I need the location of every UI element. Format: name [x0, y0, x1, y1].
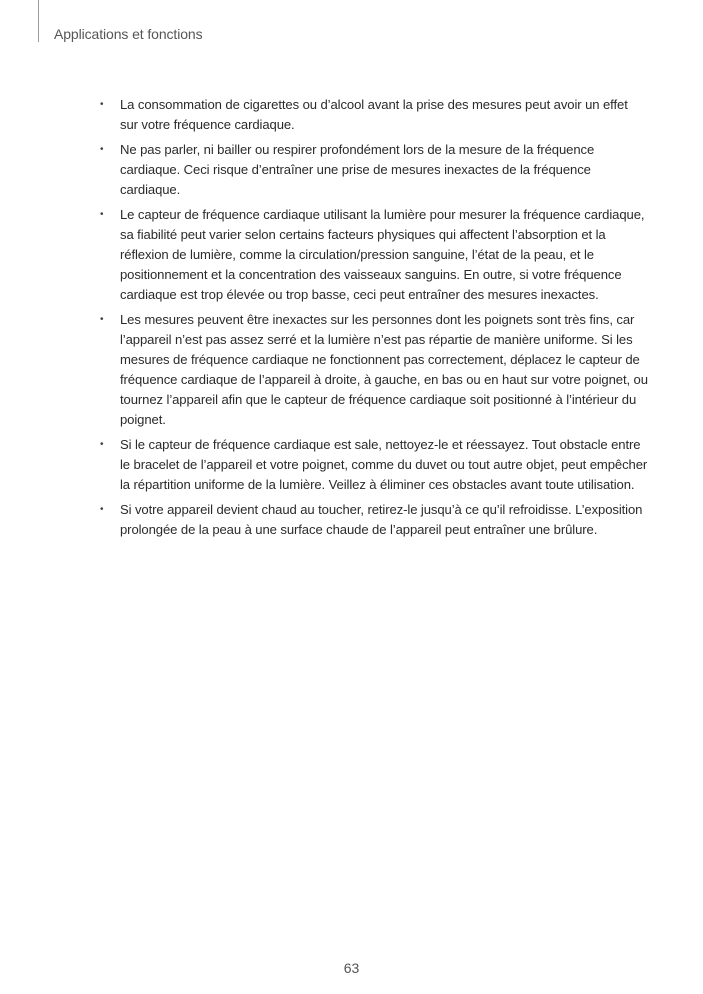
header-margin-rule [38, 0, 39, 42]
page-number: 63 [343, 960, 360, 976]
list-item-text: Les mesures peuvent être inexactes sur les personnes dont les poignets sont très fins, car l’appareil n’est pas assez serré et la lumière n’est pas répartie de manière uniforme. Si les mesures de fréquence cardiaque ne fonctionnent pas correctement, déplacez le capteur de fréquence cardiaque de l’appareil à droite, à gauche, en bas ou en haut sur votre poignet, ou tournez l’appareil afin que le capteur de fréquence cardiaque soit positionné à l’intérieur du poignet. [120, 312, 648, 427]
bullet-icon: • [100, 439, 104, 450]
list-item-text: Si votre appareil devient chaud au toucher, retirez-le jusqu’à ce qu’il refroidisse. L’exposition prolongée de la peau à une surface chaude de l’appareil peut entraîner une brûlure. [120, 502, 643, 537]
list-item [99, 95, 649, 135]
list-item [99, 310, 649, 430]
list-item-text: Ne pas parler, ni bailler ou respirer profondément lors de la mesure de la fréquence cardiaque. Ceci risque d’entraîner une prise de mesures inexactes de la fréquence cardiaque. [120, 142, 595, 197]
list-item [99, 140, 649, 200]
list-item-text: La consommation de cigarettes ou d’alcool avant la prise des mesures peut avoir un effet sur votre fréquence cardiaque. [120, 97, 628, 132]
bullet-icon: • [100, 99, 104, 110]
section-title: Applications et fonctions [54, 26, 203, 42]
bullet-icon: • [100, 314, 104, 325]
bullet-icon: • [100, 504, 104, 515]
list-item [99, 500, 649, 540]
list-item [99, 435, 649, 495]
bullet-icon: • [100, 144, 104, 155]
list-item [99, 205, 649, 305]
bullet-list [99, 95, 649, 545]
list-item-text: Le capteur de fréquence cardiaque utilisant la lumière pour mesurer la fréquence cardiaque, sa fiabilité peut varier selon certains facteurs physiques qui affectent l’absorption et la réflexion de lumière, comme la circulation/pression sanguine, l’état de la peau, et le positionnement et la concentration des vaisseaux sanguins. En outre, si votre fréquence cardiaque est trop élevée ou trop basse, ceci peut entraîner des mesures inexactes. [120, 207, 645, 302]
bullet-icon: • [100, 209, 104, 220]
list-item-text: Si le capteur de fréquence cardiaque est sale, nettoyez-le et réessayez. Tout obstacle entre le bracelet de l’appareil et votre poignet, comme du duvet ou tout autre objet, peut empêcher la répartition uniforme de la lumière. Veillez à éliminer ces obstacles avant toute utilisation. [120, 437, 648, 492]
